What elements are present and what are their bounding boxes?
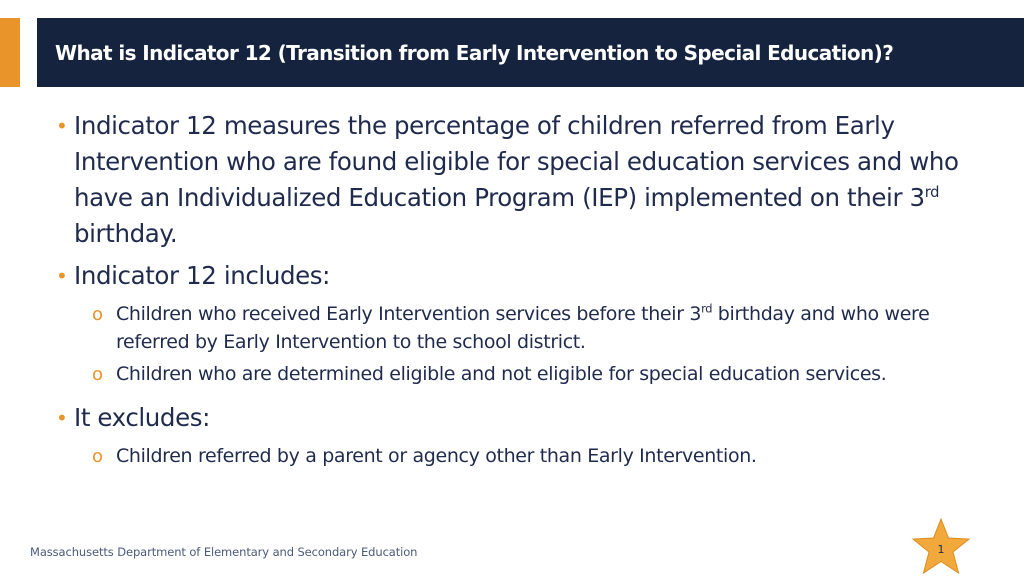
bullet-text: It excludes: <box>74 403 210 432</box>
bullet-marker: • <box>56 264 68 288</box>
superscript: rd <box>924 183 940 201</box>
slide-content <box>52 108 1002 474</box>
bullet-includes <box>52 258 1002 294</box>
accent-bar <box>0 18 20 87</box>
footer-organization: Massachusetts Department of Elementary and Secondary Education <box>30 545 418 559</box>
bullet-excludes <box>52 400 1002 436</box>
sub-bullet-determined-eligible <box>52 360 1002 388</box>
sub-bullet-marker: o <box>92 304 103 325</box>
superscript: rd <box>701 301 713 316</box>
sub-bullet-text: Children who are determined eligible and not eligible for special education services. <box>116 363 887 385</box>
sub-bullet-referred-by-parent <box>52 442 1002 470</box>
title-bar <box>37 18 1024 87</box>
sub-bullet-text: birthday and who were referred by Early Intervention to the school district. <box>116 303 930 353</box>
bullet-text: birthday. <box>74 219 178 248</box>
sub-bullet-text: Children referred by a parent or agency other than Early Intervention. <box>116 445 757 467</box>
slide-title: What is Indicator 12 (Transition from Early Intervention to Special Education)? <box>55 40 894 65</box>
bullet-text: Indicator 12 measures the percentage of children referred from Early Intervention who are found eligible for special education services and who have an Individualized Education Program (IEP) implemented on their 3 <box>74 111 959 212</box>
bullet-marker: • <box>56 406 68 430</box>
sub-bullet-received-ei <box>52 300 1002 356</box>
page-number: 1 <box>937 543 945 556</box>
sub-bullet-text: Children who received Early Intervention services before their 3 <box>116 303 702 325</box>
bullet-indicator-definition <box>52 108 1002 252</box>
bullet-text: Indicator 12 includes: <box>74 261 330 290</box>
sub-bullet-marker: o <box>92 364 103 385</box>
sub-bullet-marker: o <box>92 446 103 467</box>
bullet-marker: • <box>56 114 68 138</box>
